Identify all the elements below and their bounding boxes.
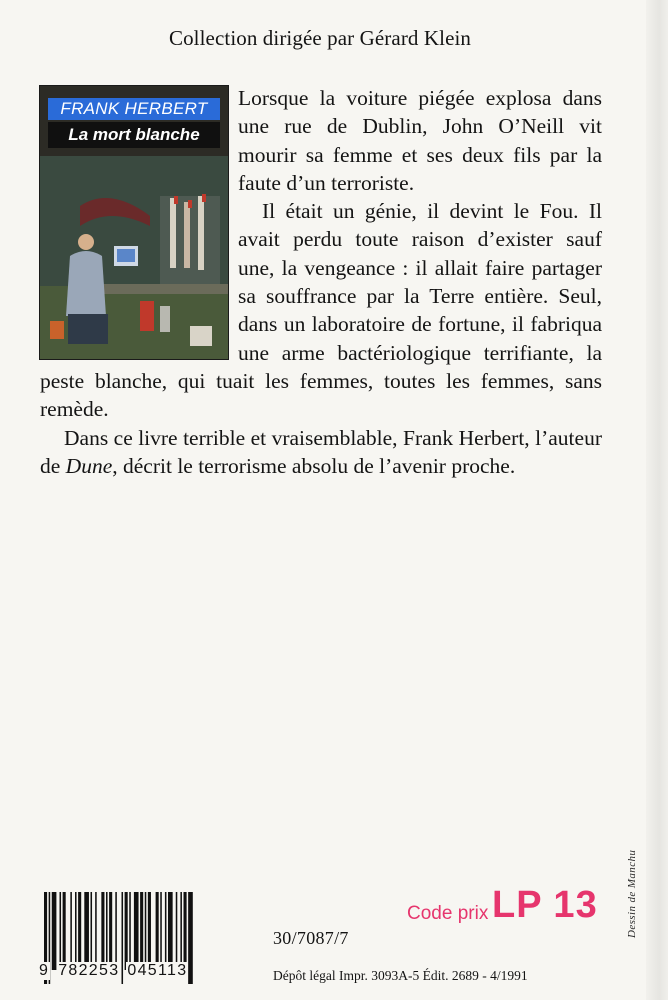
illustration-credit: Dessin de Manchu [626,849,638,938]
barcode-bar [134,892,139,970]
blurb-paragraph-3-end: , décrit le terrorisme absolu de l’avenir proche. [112,453,516,478]
barcode-bar [184,892,187,970]
price-label: Code prix [407,903,489,924]
blurb-paragraph-2: Il était un génie, il devint le Fou. Il avait perdu toute raison d’exister sauf une, la vengeance : il allait faire partager sa souffrance par la Terre entière. Seul, dans un laboratoire de fortune, il fabriqua une arme bactériologique terrifiante, la peste blanche, qui tuait les femmes, toutes les femmes, sans remède. [40,199,602,422]
blurb-text [40,84,602,480]
blurb-paragraph-3 [40,424,602,481]
barcode-bar [160,892,162,970]
barcode-bar [125,892,128,970]
barcode-bar [176,892,178,970]
catalog-number: 30/7087/7 [273,928,349,948]
barcode-digits [38,962,238,980]
blurb-paragraph-1: Lorsque la voiture piégée explosa dans une rue de Dublin, John O’Neill vit mourir sa femme et ses deux fils par la faute d’un terroriste. [238,86,602,195]
barcode-bar [156,892,159,970]
barcode-left-digits: 782253 [58,962,120,979]
thumbnail-author: FRANK HERBERT [48,98,220,120]
cover-edge [646,0,668,1000]
barcode-bar [106,892,108,970]
barcode-bar [52,892,57,970]
barcode-bar [78,892,81,970]
thumbnail-space [40,84,238,360]
barcode-bar [101,892,104,970]
blurb-book-title: Dune [65,453,113,478]
barcode-bar [75,892,77,970]
barcode-bar [180,892,182,970]
barcode-bar [115,892,117,970]
barcode-bar [70,892,72,970]
barcode-bar [63,892,66,970]
barcode-bar [168,892,173,970]
thumbnail-title: La mort blanche [48,122,220,148]
barcode-bar [60,892,62,970]
barcode-bar [95,892,97,970]
barcode-first-digit: 9 [39,962,50,979]
barcode-right-digits: 045113 [127,962,188,979]
barcode-bar [109,892,112,970]
barcode-bar [148,892,151,970]
barcode-bar [91,892,93,970]
legal-deposit: Dépôt légal Impr. 3093A-5 Édit. 2689 - 4/1991 [273,968,528,983]
barcode-bar [129,892,131,970]
collection-line: Collection dirigée par Gérard Klein [168,26,472,50]
barcode-bar [145,892,147,970]
barcode-bar [165,892,167,970]
price-code: LP 13 [492,884,598,926]
barcode-bar [140,892,143,970]
barcode-bar [84,892,89,970]
blurb-paragraph-3-start: Dans ce livre terrible et vraisemblable, Frank Herbert, l’auteur de [40,425,602,478]
